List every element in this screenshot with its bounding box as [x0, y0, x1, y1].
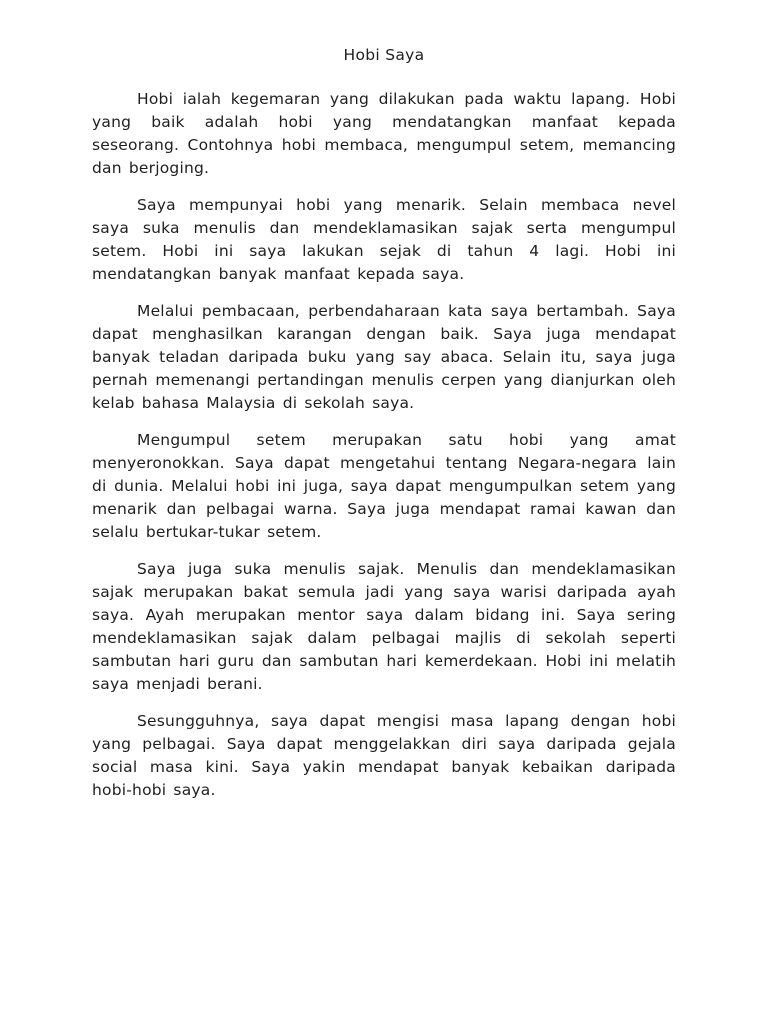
paragraph-reading: Melalui pembacaan, perbendaharaan kata saya bertambah. Saya dapat menghasilkan karangan dengan baik. Saya juga mendapat banyak teladan daripada buku yang say abaca. Selain itu, saya juga pernah memenangi pertandingan menulis cerpen yang dianjurkan oleh kelab bahasa Malaysia di sekolah saya. — [92, 302, 676, 412]
paragraph-conclusion: Sesungguhnya, saya dapat mengisi masa lapang dengan hobi yang pelbagai. Saya dapat menggelakkan diri saya daripada gejala social masa kini. Saya yakin mendapat banyak kebaikan daripada hobi-hobi saya. — [92, 712, 676, 799]
paragraph-intro: Hobi ialah kegemaran yang dilakukan pada waktu lapang. Hobi yang baik adalah hobi yang mendatangkan manfaat kepada seseorang. Contohnya hobi membaca, mengumpul setem, memancing dan berjoging. — [92, 90, 676, 177]
paragraph-my-hobbies: Saya mempunyai hobi yang menarik. Selain membaca nevel saya suka menulis dan mendeklamasikan sajak serta mengumpul setem. Hobi ini saya lakukan sejak di tahun 4 lagi. Hobi ini mendatangkan banyak manfaat kepada saya. — [92, 196, 676, 283]
page-title: Hobi Saya — [343, 46, 425, 64]
paragraph-poetry: Saya juga suka menulis sajak. Menulis dan mendeklamasikan sajak merupakan bakat semula jadi yang saya warisi daripada ayah saya. Ayah merupakan mentor saya dalam bidang ini. Saya sering mendeklamasikan sajak dalam pelbagai majlis di sekolah seperti sambutan hari guru dan sambutan hari kemerdekaan. Hobi ini melatih saya menjadi berani. — [92, 560, 676, 693]
paragraph-stamp-collecting: Mengumpul setem merupakan satu hobi yang amat menyeronokkan. Saya dapat mengetahui tentang Negara-negara lain di dunia. Melalui hobi ini juga, saya dapat mengumpulkan setem yang menarik dan pelbagai warna. Saya juga mendapat ramai kawan dan selalu bertukar-tukar setem. — [92, 431, 676, 541]
